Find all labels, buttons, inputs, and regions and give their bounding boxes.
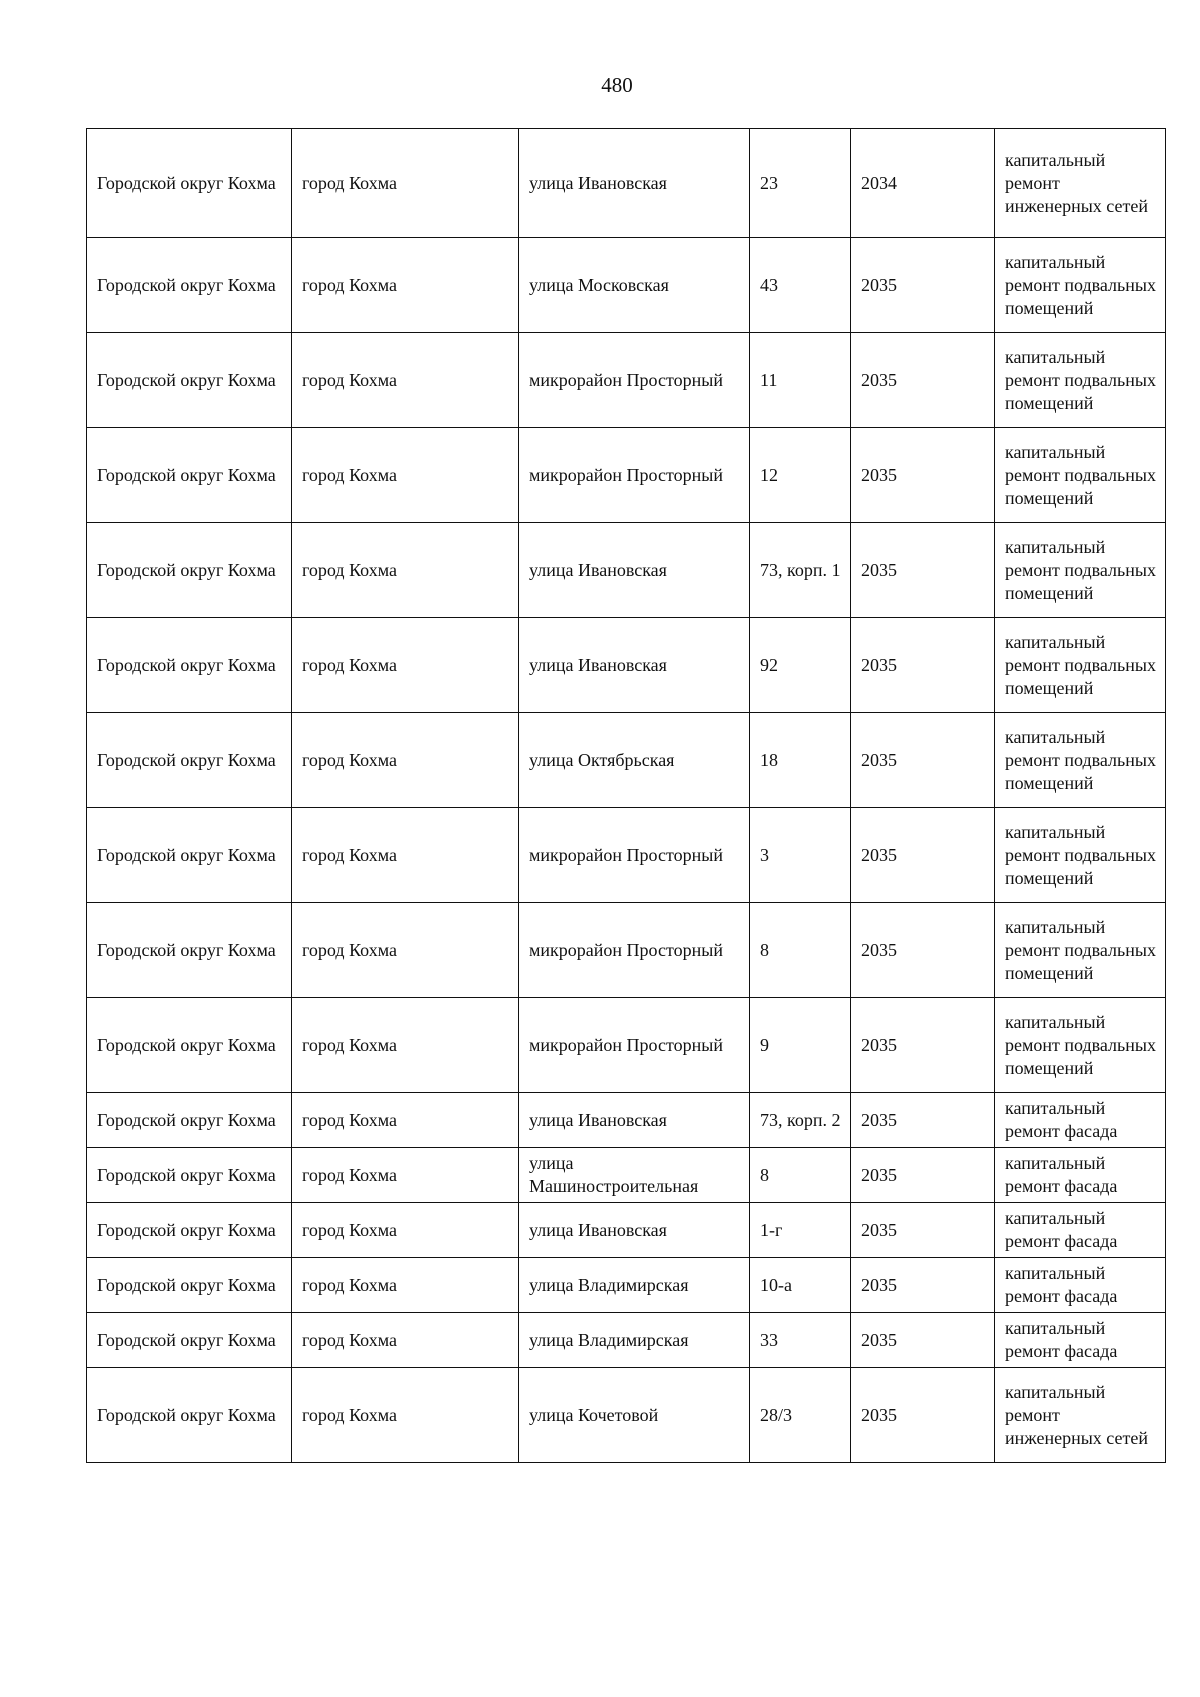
settlement-cell: город Кохма — [292, 713, 519, 808]
house-cell: 8 — [750, 1148, 851, 1203]
house-cell: 10-а — [750, 1258, 851, 1313]
settlement-cell: город Кохма — [292, 903, 519, 998]
municipality-cell: Городской округ Кохма — [87, 238, 292, 333]
work-type-cell: капитальный ремонт подвальных помещений — [995, 238, 1166, 333]
municipality-cell: Городской округ Кохма — [87, 1258, 292, 1313]
street-cell: улица Ивановская — [519, 523, 750, 618]
municipality-cell: Городской округ Кохма — [87, 903, 292, 998]
work-type-cell: капитальный ремонт инженерных сетей — [995, 1368, 1166, 1463]
house-cell: 73, корп. 2 — [750, 1093, 851, 1148]
settlement-cell: город Кохма — [292, 618, 519, 713]
house-cell: 9 — [750, 998, 851, 1093]
table-body — [87, 129, 1166, 1463]
municipality-cell: Городской округ Кохма — [87, 808, 292, 903]
work-type-cell: капитальный ремонт подвальных помещений — [995, 808, 1166, 903]
year-cell: 2035 — [851, 1203, 995, 1258]
table-row — [87, 998, 1166, 1093]
year-cell: 2035 — [851, 1258, 995, 1313]
street-cell: микрорайон Просторный — [519, 808, 750, 903]
year-cell: 2035 — [851, 808, 995, 903]
street-cell: улица Октябрьская — [519, 713, 750, 808]
settlement-cell: город Кохма — [292, 1148, 519, 1203]
year-cell: 2035 — [851, 1368, 995, 1463]
table-row — [87, 1203, 1166, 1258]
settlement-cell: город Кохма — [292, 428, 519, 523]
house-cell: 33 — [750, 1313, 851, 1368]
street-cell: микрорайон Просторный — [519, 903, 750, 998]
street-cell: улица Владимирская — [519, 1313, 750, 1368]
house-cell: 12 — [750, 428, 851, 523]
year-cell: 2035 — [851, 713, 995, 808]
table-row — [87, 1313, 1166, 1368]
house-cell: 23 — [750, 129, 851, 238]
house-cell: 92 — [750, 618, 851, 713]
settlement-cell: город Кохма — [292, 1313, 519, 1368]
street-cell: улица Ивановская — [519, 1093, 750, 1148]
work-type-cell: капитальный ремонт подвальных помещений — [995, 428, 1166, 523]
municipality-cell: Городской округ Кохма — [87, 713, 292, 808]
table-row — [87, 238, 1166, 333]
year-cell: 2035 — [851, 238, 995, 333]
work-type-cell: капитальный ремонт фасада — [995, 1258, 1166, 1313]
table-row — [87, 1148, 1166, 1203]
house-cell: 11 — [750, 333, 851, 428]
settlement-cell: город Кохма — [292, 333, 519, 428]
municipality-cell: Городской округ Кохма — [87, 998, 292, 1093]
settlement-cell: город Кохма — [292, 1368, 519, 1463]
municipality-cell: Городской округ Кохма — [87, 618, 292, 713]
table-row — [87, 523, 1166, 618]
year-cell: 2035 — [851, 618, 995, 713]
house-cell: 1-г — [750, 1203, 851, 1258]
settlement-cell: город Кохма — [292, 808, 519, 903]
street-cell: микрорайон Просторный — [519, 998, 750, 1093]
table-row — [87, 333, 1166, 428]
table-row — [87, 618, 1166, 713]
settlement-cell: город Кохма — [292, 523, 519, 618]
work-type-cell: капитальный ремонт фасада — [995, 1203, 1166, 1258]
municipality-cell: Городской округ Кохма — [87, 428, 292, 523]
municipality-cell: Городской округ Кохма — [87, 1148, 292, 1203]
municipality-cell: Городской округ Кохма — [87, 1313, 292, 1368]
work-type-cell: капитальный ремонт подвальных помещений — [995, 523, 1166, 618]
work-type-cell: капитальный ремонт инженерных сетей — [995, 129, 1166, 238]
street-cell: улица Кочетовой — [519, 1368, 750, 1463]
street-cell: улица Московская — [519, 238, 750, 333]
municipality-cell: Городской округ Кохма — [87, 333, 292, 428]
street-cell: улица Машиностроительная — [519, 1148, 750, 1203]
work-type-cell: капитальный ремонт подвальных помещений — [995, 618, 1166, 713]
house-cell: 43 — [750, 238, 851, 333]
house-cell: 8 — [750, 903, 851, 998]
year-cell: 2034 — [851, 129, 995, 238]
page-number: 480 — [601, 73, 633, 97]
municipality-cell: Городской округ Кохма — [87, 523, 292, 618]
table-row — [87, 1368, 1166, 1463]
street-cell: микрорайон Просторный — [519, 428, 750, 523]
table-row — [87, 713, 1166, 808]
year-cell: 2035 — [851, 523, 995, 618]
municipality-cell: Городской округ Кохма — [87, 1203, 292, 1258]
work-type-cell: капитальный ремонт подвальных помещений — [995, 333, 1166, 428]
settlement-cell: город Кохма — [292, 238, 519, 333]
year-cell: 2035 — [851, 428, 995, 523]
year-cell: 2035 — [851, 1313, 995, 1368]
work-type-cell: капитальный ремонт фасада — [995, 1093, 1166, 1148]
street-cell: улица Ивановская — [519, 1203, 750, 1258]
settlement-cell: город Кохма — [292, 998, 519, 1093]
work-type-cell: капитальный ремонт подвальных помещений — [995, 713, 1166, 808]
municipality-cell: Городской округ Кохма — [87, 1368, 292, 1463]
table-row — [87, 808, 1166, 903]
street-cell: улица Ивановская — [519, 618, 750, 713]
table-row — [87, 428, 1166, 523]
settlement-cell: город Кохма — [292, 1258, 519, 1313]
street-cell: микрорайон Просторный — [519, 333, 750, 428]
work-type-cell: капитальный ремонт подвальных помещений — [995, 998, 1166, 1093]
municipality-cell: Городской округ Кохма — [87, 129, 292, 238]
municipality-cell: Городской округ Кохма — [87, 1093, 292, 1148]
street-cell: улица Владимирская — [519, 1258, 750, 1313]
work-type-cell: капитальный ремонт фасада — [995, 1148, 1166, 1203]
settlement-cell: город Кохма — [292, 129, 519, 238]
year-cell: 2035 — [851, 1148, 995, 1203]
table-row — [87, 1093, 1166, 1148]
house-cell: 3 — [750, 808, 851, 903]
year-cell: 2035 — [851, 333, 995, 428]
work-type-cell: капитальный ремонт подвальных помещений — [995, 903, 1166, 998]
settlement-cell: город Кохма — [292, 1093, 519, 1148]
street-cell: улица Ивановская — [519, 129, 750, 238]
house-cell: 73, корп. 1 — [750, 523, 851, 618]
table-row — [87, 1258, 1166, 1313]
year-cell: 2035 — [851, 998, 995, 1093]
work-type-cell: капитальный ремонт фасада — [995, 1313, 1166, 1368]
settlement-cell: город Кохма — [292, 1203, 519, 1258]
year-cell: 2035 — [851, 903, 995, 998]
table-row — [87, 903, 1166, 998]
house-cell: 18 — [750, 713, 851, 808]
repair-schedule-table — [86, 128, 1166, 1463]
house-cell: 28/3 — [750, 1368, 851, 1463]
table-row — [87, 129, 1166, 238]
year-cell: 2035 — [851, 1093, 995, 1148]
